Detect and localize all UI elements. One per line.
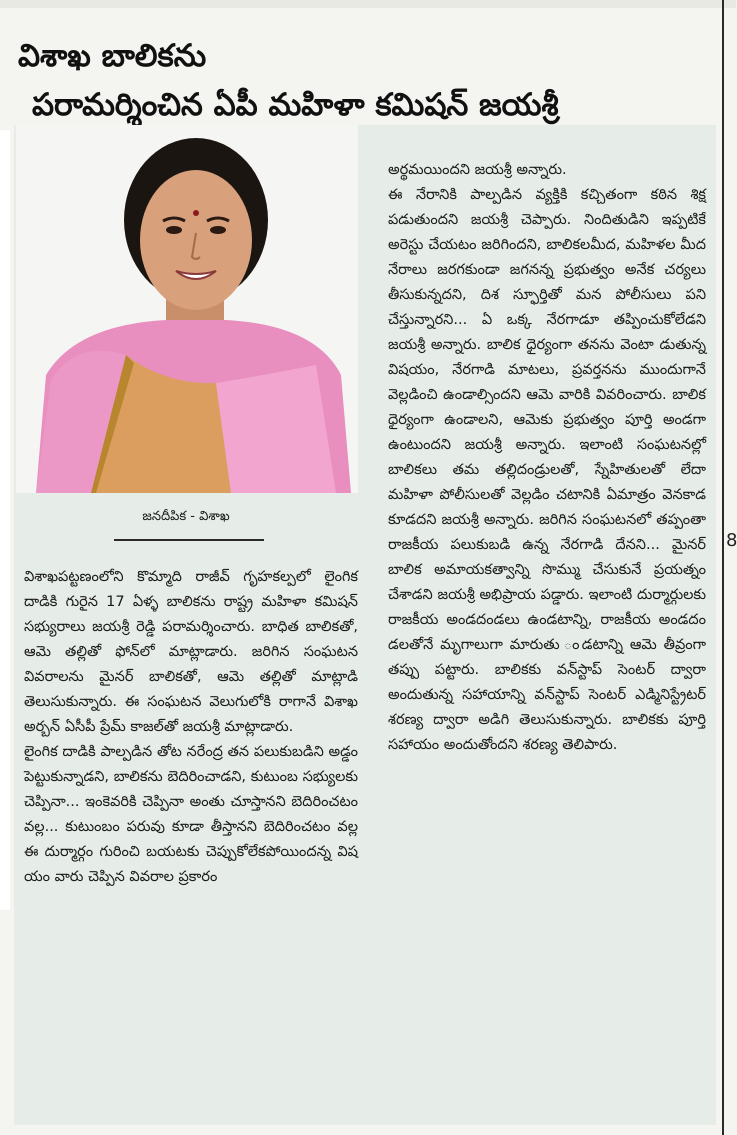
- photo-caption: జనదీపిక - విశాఖ: [142, 509, 230, 524]
- adjacent-article-edge-text: 8: [726, 530, 737, 551]
- article-body-left-column: [24, 565, 358, 890]
- paragraph: అర్థమయిందని జయశ్రీ అన్నారు.: [388, 162, 567, 178]
- adjacent-article-edge: [0, 130, 10, 910]
- column-divider-rule: [722, 0, 724, 1135]
- caption-underline: [114, 539, 264, 541]
- paragraph: ఈ నేరానికి పాల్పడిన వ్యక్తికి కచ్చితంగా కఠిన శిక్ష పడుతుందని జయశ్రీ చెప్పారు. నిందితుడిని ఇప్పటికే అరెస్టు చేయటం జరిగిందని, బాలికలమీద, మహిళల మీద నేరాలు జరగకుండా జగనన్న ప్రభుత్వం అనేక చర్యలు తీసుకున్నదని, దిశ స్ఫూర్తితో మన పోలీసులు పని చేస్తున్నారని... ఏ ఒక్క నేరగాడూ తప్పించుకోలేడని జయశ్రీ అన్నారు. బాలిక ధైర్యంగా తనను వెంటా డుతున్న విషయం, నేరగాడి మాటలు, ప్రవర్తనను ముందుగానే వెల్లడించి ఉండాల్సిందని ఆమె వారికి వివరించారు. బాలిక ధైర్యంగా ఉండాలని, ఆమెకు ప్రభుత్వం పూర్తి అండగా ఉంటుందని జయశ్రీ అన్నారు. ఇలాంటి సంఘటనల్లో బాలికలు తమ తల్లిదండ్రులతో, స్నేహితులతో లేదా మహిళా పోలీసులతో వెల్లడిం చటానికి ఏమాత్రం వెనకాడ కూడదని జయశ్రీ అన్నారు. జరిగిన సంఘటనలో తప్పంతా రాజకీయ పలుకుబడి ఉన్న నేరగాడి దేనని... మైనర్ బాలిక అమాయకత్వాన్ని సొమ్ము చేసుకునే ప్రయత్నం చేశాడని జయశ్రీ అభిప్రాయ పడ్డారు. ఇలాంటి దుర్మార్గులకు రాజకీయ అండదండలు ఉండటాన్ని, రాజకీయ అండదం డలతోనే మృగాలుగా మారుతు ండటాన్ని ఆమె తీవ్రంగా తప్పు పట్టారు. బాలికకు వన్‌స్టాప్ సెంటర్ ద్వారా అందుతున్న సహాయాన్ని వన్‌స్టాప్ సెంటర్ ఎడ్మినిస్ట్రేటర్ శరణ్య ద్వారా అడిగి తెలుసుకున్నారు. బాలికకు పూర్తి సహాయం అందుతోందని శరణ్య తెలిపారు.: [388, 187, 706, 753]
- top-rule: [0, 0, 736, 8]
- headline-line-1: విశాఖ బాలికను: [18, 38, 207, 75]
- article-box: [14, 125, 716, 1125]
- headline: [18, 33, 718, 131]
- headline-line-2: పరామర్శించిన ఏపీ మహిళా కమిషన్ జయశ్రీ: [32, 87, 559, 124]
- woman-portrait-photo: [16, 125, 358, 493]
- paragraph: విశాఖపట్టణంలోని కొమ్మాది రాజీవ్ గృహకల్పలో లైంగిక దాడికి గురైన 17 ఏళ్ళ బాలికను రాష్ట్ర మహిళా కమిషన్ సభ్యురాలు జయశ్రీ రెడ్డి పరామర్శించారు. బాధిత బాలికతో, ఆమె తల్లితో ఫోన్‌లో మాట్లాడారు. జరిగిన సంఘటన వివరాలను మైనర్ బాలికతో, ఆమె తల్లితో మాట్లాడి తెలుసుకున్నారు. ఈ సంఘటన వెలుగులోకి రాగానే విశాఖ అర్బన్ ఏసీపీ ప్రేమ్ కాజల్‌తో జయశ్రీ మాట్లాడారు.: [24, 569, 358, 735]
- article-body-right-column: [388, 158, 706, 758]
- paragraph: లైంగిక దాడికి పాల్పడిన తోట నరేంద్ర తన పలుకుబడిని అడ్డం పెట్టుకున్నాడని, బాలికను బెదిరించాడని, కుటుంబ సభ్యులకు చెప్పినా... ఇంకెవరికి చెప్పినా అంతు చూస్తానని బెదిరించటం వల్ల... కుటుంబం పరువు కూడా తీస్తానని బెదిరించటం వల్ల ఈ దుర్మార్గం గురించి బయటకు చెప్పుకోలేకపోయిందన్న విష యం వారు చెప్పిన వివరాల ప్రకారం: [24, 744, 358, 885]
